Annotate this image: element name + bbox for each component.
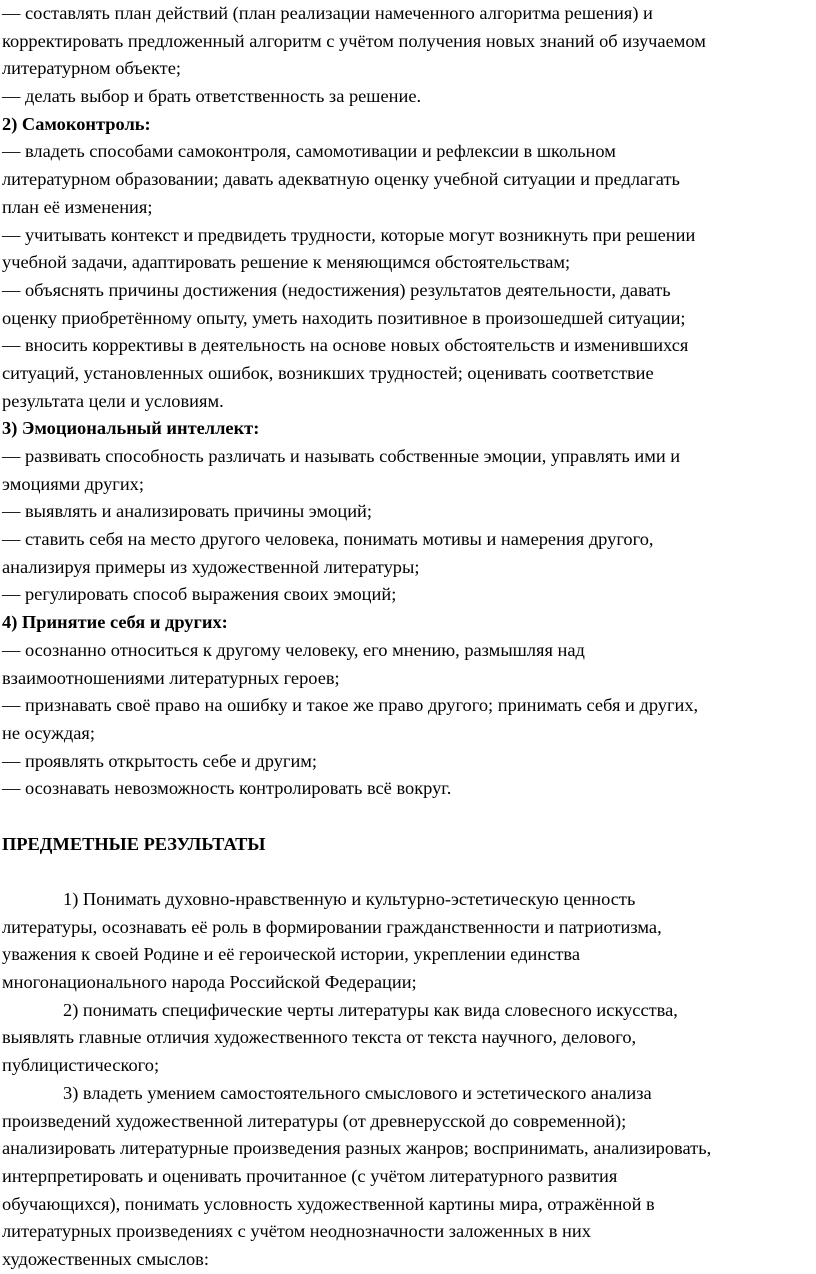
- text-line: — осознанно относиться к другому человеку, его мнению, размышляя над: [2, 639, 585, 660]
- text-line: — осознавать невозможность контролировать всё вокруг.: [2, 778, 452, 799]
- text-line: корректировать предложенный алгоритм с учётом получения новых знаний об изучаемом: [2, 30, 706, 51]
- text-line: — составлять план действий (план реализации намеченного алгоритма решения) и: [2, 3, 653, 23]
- text-line: произведений художественной литературы (от древнерусской до современной);: [2, 1110, 627, 1131]
- text-line: учебной задачи, адаптировать решение к меняющимся обстоятельствам;: [2, 252, 571, 273]
- text-line: литературном объекте;: [2, 58, 181, 79]
- text-line: оценку приобретённому опыту, уметь находить позитивное в произошедшей ситуации;: [2, 307, 686, 328]
- paragraph-2: [2, 997, 816, 1080]
- section-title: ПРЕДМЕТНЫЕ РЕЗУЛЬТАТЫ: [2, 833, 266, 854]
- text-line: — ставить себя на место другого человека, понимать мотивы и намерения другого,: [2, 529, 654, 550]
- text-line: — признавать своё право на ошибку и такое же право другого; принимать себя и других,: [2, 695, 699, 716]
- text-line: 1) Понимать духовно-нравственную и культурно-эстетическую ценность: [63, 889, 636, 909]
- text-line: — вносить коррективы в деятельность на основе новых обстоятельств и изменившихся: [2, 335, 689, 356]
- paragraph-3: [2, 1080, 816, 1274]
- text-line: анализируя примеры из художественной литературы;: [2, 556, 420, 577]
- text-line: — владеть способами самоконтроля, самомотивации и рефлексии в школьном: [2, 141, 616, 162]
- text-line: многонационального народа Российской Федерации;: [2, 972, 417, 993]
- text-line: литературных произведениях с учётом неоднозначности заложенных в них: [2, 1221, 591, 1242]
- text-line: взаимоотношениями литературных героев;: [2, 667, 340, 688]
- heading-self-control: 2) Самоконтроль:: [2, 113, 151, 134]
- text-line: — проявлять открытость себе и другим;: [2, 750, 318, 771]
- text-line: публицистического;: [2, 1055, 160, 1076]
- text-line: план её изменения;: [2, 196, 153, 217]
- text-line: анализировать литературные произведения разных жанров; воспринимать, анализировать,: [2, 1138, 712, 1159]
- list-block-self-control: [2, 138, 816, 415]
- paragraph-1: [2, 886, 816, 997]
- list-block-acceptance: [2, 637, 816, 803]
- text-line: обучающихся), понимать условность художественной картины мира, отражённой в: [2, 1193, 655, 1214]
- text-line: 2) понимать специфические черты литературы как вида словесного искусства,: [63, 999, 678, 1020]
- text-line: ситуаций, установленных ошибок, возникших трудностей; оценивать соответствие: [2, 362, 654, 383]
- text-line: — регулировать способ выражения своих эмоций;: [2, 584, 397, 605]
- text-line: 3) владеть умением самостоятельного смыслового и эстетического анализа: [63, 1082, 652, 1103]
- list-block-top: [2, 0, 816, 111]
- heading-acceptance: 4) Принятие себя и других:: [2, 612, 228, 633]
- list-block-emotional-intelligence: [2, 443, 816, 609]
- text-line: художественных смыслов:: [2, 1248, 209, 1269]
- text-line: литературном образовании; давать адекватную оценку учебной ситуации и предлагать: [2, 169, 680, 190]
- text-line: уважения к своей Родине и её героической истории, укреплении единства: [2, 944, 581, 965]
- heading-emotional-intelligence: 3) Эмоциональный интеллект:: [2, 418, 260, 439]
- text-line: — учитывать контекст и предвидеть трудности, которые могут возникнуть при решении: [2, 224, 696, 245]
- text-line: — выявлять и анализировать причины эмоций;: [2, 501, 372, 522]
- text-line: интерпретировать и оценивать прочитанное (с учётом литературного развития: [2, 1165, 618, 1186]
- text-line: литературы, осознавать её роль в формировании гражданственности и патриотизма,: [2, 916, 662, 937]
- text-line: эмоциями других;: [2, 473, 144, 494]
- text-line: — объяснять причины достижения (недостижения) результатов деятельности, давать: [2, 279, 671, 300]
- text-line: — развивать способность различать и называть собственные эмоции, управлять ими и: [2, 446, 681, 466]
- text-line: результата цели и условиям.: [2, 390, 224, 411]
- text-line: выявлять главные отличия художественного текста от текста научного, делового,: [2, 1027, 637, 1048]
- text-line: — делать выбор и брать ответственность за решение.: [2, 86, 422, 107]
- text-line: не осуждая;: [2, 722, 95, 743]
